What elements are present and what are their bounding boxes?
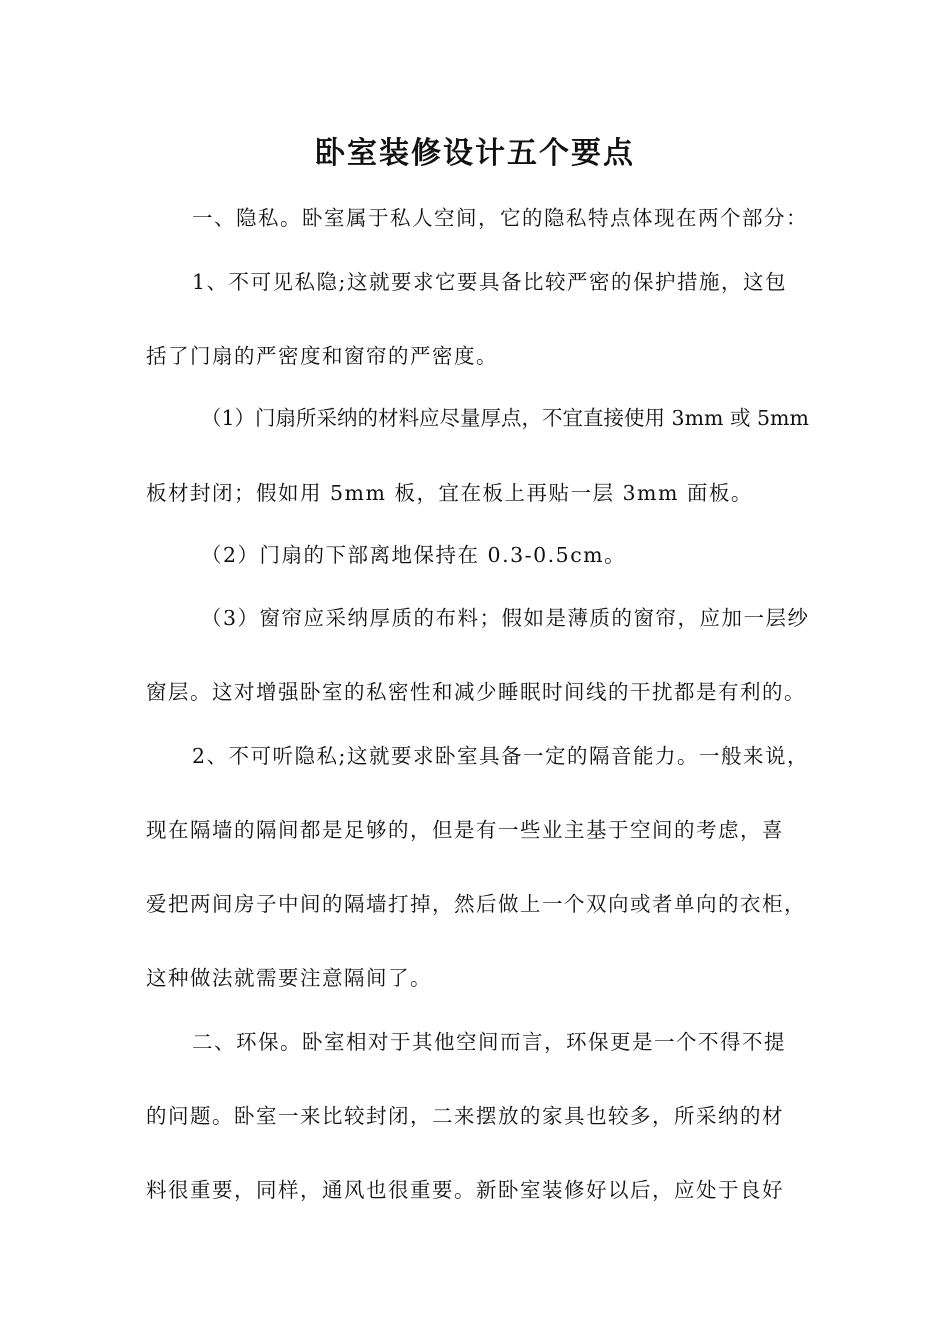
- paragraph-line: 一、隐私。卧室属于私人空间，它的隐私特点体现在两个部分：: [192, 206, 808, 230]
- paragraph-line: 2、不可听隐私;这就要求卧室具备一定的隔音能力。一般来说，: [192, 744, 809, 768]
- paragraph-line: 的问题。卧室一来比较封闭，二来摆放的家具也较多，所采纳的材: [146, 1104, 784, 1128]
- paragraph-line: （1）门扇所采纳的材料应尽量厚点，不宜直接使用 3mm 或 5mm: [201, 406, 809, 430]
- paragraph-line: 窗层。这对增强卧室的私密性和减少睡眠时间线的干扰都是有利的。: [146, 680, 806, 704]
- paragraph-line: 二、环保。卧室相对于其他空间而言，环保更是一个不得不提: [192, 1030, 786, 1054]
- paragraph-line: 这种做法就需要注意隔间了。: [146, 966, 432, 990]
- paragraph-line: （3）窗帘应采纳厚质的布料；假如是薄质的窗帘，应加一层纱: [201, 606, 810, 630]
- paragraph-line: 板材封闭；假如用 5mm 板，宜在板上再贴一层 3mm 面板。: [146, 481, 753, 505]
- paragraph-line: 爱把两间房子中间的隔墙打掉，然后做上一个双向或者单向的衣柜，: [146, 892, 806, 916]
- paragraph-line: 料很重要，同样，通风也很重要。新卧室装修好以后，应处于良好: [146, 1178, 784, 1202]
- paragraph-line: （2）门扇的下部离地保持在 0.3-0.5cm。: [201, 543, 627, 567]
- paragraph-line: 括了门扇的严密度和窗帘的严密度。: [146, 344, 498, 368]
- paragraph-line: 1、不可见私隐;这就要求它要具备比较严密的保护措施，这包: [192, 270, 787, 294]
- paragraph-line: 现在隔墙的隔间都是足够的，但是有一些业主基于空间的考虑，喜: [146, 818, 784, 842]
- document-title: 卧室装修设计五个要点: [315, 136, 635, 171]
